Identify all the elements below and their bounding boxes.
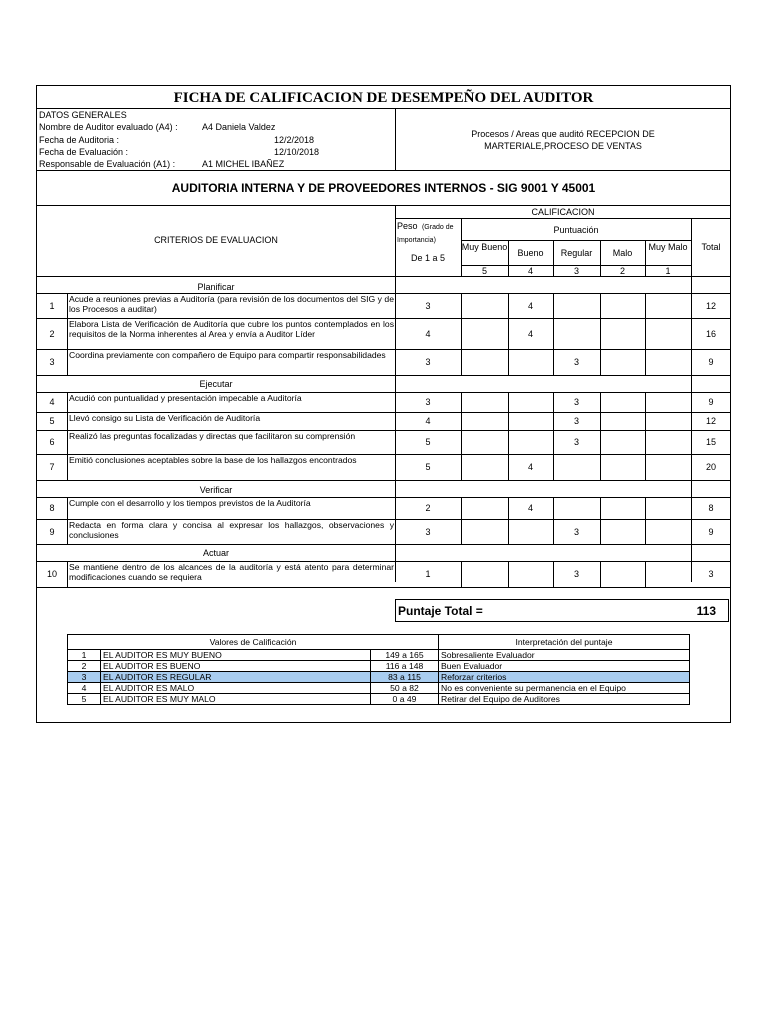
cell-r: 3 [573,526,579,537]
valor-row [68,672,690,683]
cell-peso: 4 [425,328,431,339]
section-ejecutar: Ejecutar [199,379,233,389]
row-number: 5 [49,416,55,426]
puntaje-box [395,599,729,622]
section-planificar: Planificar [197,282,235,292]
section-actuar: Actuar [202,548,229,558]
criterion-text: Cumple con el desarrollo y los tiempos previstos de la Auditoría [69,498,311,508]
criterion-text: Se mantiene dentro de los alcances de la auditoría y está atento para determinar modificaciones cuando se requiera [69,562,394,582]
peso-range: De 1 a 5 [410,253,446,263]
audit-date-value: 12/2/2018 [274,135,315,145]
criterion-text: Elabora Lista de Verificación de Auditoría que cubre los puntos contemplados en los requisitos de la Norma inherentes al Area y envía a Auditor Líder [69,319,394,339]
cell-total: 9 [708,397,714,407]
peso-label: Peso [397,221,418,231]
criterion-text: Llevó consigo su Lista de Verificación de Auditoría [69,413,261,423]
score-2: 2 [619,266,625,276]
cell-b: 4 [527,462,533,472]
cell-total: 15 [705,437,716,447]
valor-label: EL AUDITOR ES REGULAR [101,672,371,683]
valor-label: EL AUDITOR ES MALO [101,683,371,694]
peso-note: (Grado de Importancia) [397,224,454,244]
criterion-text: Acude a reuniones previas a Auditoría (para revisión de los documentos del SIG y de los Procesos a auditar) [69,294,394,314]
row-number: 2 [49,328,55,339]
valor-label: EL AUDITOR ES MUY MALO [101,694,371,705]
valor-interp: Reforzar criterios [439,672,690,683]
eval-date-label: Fecha de Evaluación : [39,147,129,157]
cell-r: 3 [573,416,579,426]
processes-line-2: MARTERIALE,PROCESO DE VENTAS [484,141,642,151]
valor-range: 0 a 49 [371,694,439,705]
eval-date-value: 12/10/2018 [274,147,320,157]
score-4: 4 [527,266,533,276]
row-number: 10 [46,569,57,579]
cell-peso: 3 [425,397,431,407]
muy-bueno-header: Muy Bueno [461,242,508,252]
criterion-text: Redacta en forma clara y concisa al expresar los hallazgos, observaciones y conclusiones [69,520,394,540]
audit-date-label: Fecha de Auditoria : [39,135,120,145]
page-title: FICHA DE CALIFICACION DE DESEMPEÑO DEL AUDITOR [173,90,594,106]
cell-peso: 4 [425,416,431,426]
row-number: 9 [49,526,55,537]
cell-peso: 3 [425,526,431,537]
valores-table [67,634,690,705]
section-verificar: Verificar [199,485,233,495]
responsible-value: A1 MICHEL IBAÑEZ [202,159,285,169]
valor-range: 83 a 115 [371,672,439,683]
auditor-label: Nombre de Auditor evaluado (A4) : [39,122,178,132]
valor-label: EL AUDITOR ES MUY BUENO [101,650,371,661]
malo-header: Malo [612,248,633,258]
puntuacion-header: Puntuación [553,225,599,235]
cell-r: 3 [573,397,579,407]
valor-range: 116 a 148 [371,661,439,672]
processes-line-1: Procesos / Areas que auditó RECEPCION DE [471,129,655,139]
valor-row [68,661,690,672]
cell-r: 3 [573,357,579,367]
row-number: 3 [49,357,55,367]
muy-malo-header: Muy Malo [648,242,688,252]
score-1: 1 [665,266,671,276]
criterion-text: Coordina previamente con compañero de Equipo para compartir responsabilidades [69,350,386,360]
interpretacion-header: Interpretación del puntaje [439,635,690,650]
valor-row [68,694,690,705]
cell-total: 9 [708,357,714,367]
valor-interp: No es conveniente su permanencia en el Equipo [439,683,690,694]
bueno-header: Bueno [517,248,544,258]
valor-n: 1 [68,650,101,661]
responsible-label: Responsable de Evaluación (A1) : [39,159,176,169]
valor-n: 4 [68,683,101,694]
score-5: 5 [481,266,487,276]
cell-total: 8 [708,503,714,513]
row-number: 7 [49,462,55,472]
valor-row [68,650,690,661]
cell-total: 12 [705,416,716,426]
row-number: 8 [49,503,55,513]
valor-range: 50 a 82 [371,683,439,694]
row-number: 4 [49,397,55,407]
valor-range: 149 a 165 [371,650,439,661]
criterion-text: Acudió con puntualidad y presentación impecable a Auditoría [69,393,302,403]
cell-total: 20 [705,462,716,472]
cell-b: 4 [527,503,533,513]
audit-subtitle: AUDITORIA INTERNA Y DE PROVEEDORES INTERNOS - SIG 9001 Y 45001 [171,181,596,195]
criterion-text: Emitió conclusiones aceptables sobre la base de los hallazgos encontrados [69,455,357,465]
cell-peso: 5 [425,462,431,472]
valor-n: 5 [68,694,101,705]
valor-n: 2 [68,661,101,672]
cell-total: 9 [708,526,714,537]
cell-peso: 3 [425,300,431,311]
valor-interp: Sobresaliente Evaluador [439,650,690,661]
cell-peso: 1 [425,569,431,579]
regular-header: Regular [560,248,593,258]
general-heading: DATOS GENERALES [39,110,127,120]
criterios-header: CRITERIOS DE EVALUACION [154,235,278,245]
cell-r: 3 [573,569,579,579]
row-number: 6 [49,437,55,447]
valor-interp: Buen Evaluador [439,661,690,672]
valor-interp: Retirar del Equipo de Auditores [439,694,690,705]
processes-audited [396,128,730,152]
cell-r: 3 [573,437,579,447]
row-number: 1 [49,300,55,311]
cell-total: 16 [705,328,716,339]
cell-b: 4 [527,328,533,339]
valor-n: 3 [68,672,101,683]
calificacion-header: CALIFICACION [531,207,595,217]
peso-header [397,220,461,246]
valores-header: Valores de Calificación [68,635,439,650]
auditor-value: A4 Daniela Valdez [202,122,276,132]
puntaje-label: Puntaje Total = [398,604,483,618]
cell-peso: 5 [425,437,431,447]
cell-peso: 3 [425,357,431,367]
valor-label: EL AUDITOR ES BUENO [101,661,371,672]
valor-row [68,683,690,694]
score-3: 3 [573,266,579,276]
cell-total: 12 [705,300,716,311]
total-header: Total [701,242,721,252]
cell-peso: 2 [425,503,431,513]
cell-b: 4 [527,300,533,311]
puntaje-value: 113 [696,604,716,618]
criterion-text: Realizó las preguntas focalizadas y directas que facilitaron su comprensión [69,431,356,441]
cell-total: 3 [708,569,714,579]
